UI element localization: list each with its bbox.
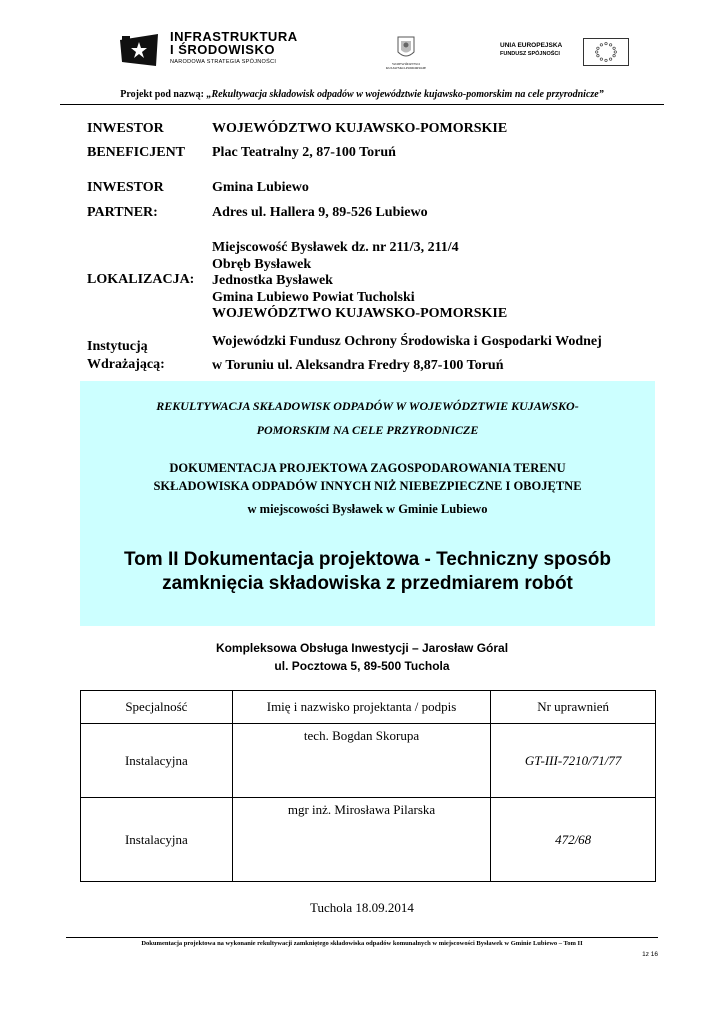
designers-table xyxy=(80,690,656,882)
banner-doc-line2: SKŁADOWISKA ODPADÓW INNYCH NIŻ NIEBEZPIECZNE I OBOJĘTNE xyxy=(153,479,582,493)
footer-text: Dokumentacja projektowa na wykonanie rekultywacji zamkniętego składowiska odpadów komunalnych w miejscowości Bysławek w Gminie Lubiewo – Tom II xyxy=(141,940,583,947)
tom-title-line2: zamknięcia składowiska z przedmiarem robót xyxy=(162,573,573,594)
header-divider xyxy=(60,104,664,105)
logo-left-line1: INFRASTRUKTURA xyxy=(170,29,298,44)
eu-cohesion-fund-logo xyxy=(500,38,630,68)
row-nr: 472/68 xyxy=(491,798,656,882)
instytucja-value-1: Wojewódzki Fundusz Ochrony Środowiska i Gospodarki Wodnej xyxy=(212,334,602,349)
header-nr-uprawnien: Nr uprawnień xyxy=(491,691,656,724)
lokalizacja-line: Obręb Bysławek xyxy=(212,256,312,272)
document-date: Tuchola 18.09.2014 xyxy=(310,900,414,915)
instytucja-label xyxy=(87,338,165,374)
company-name: Kompleksowa Obsługa Inwestycji – Jarosław Góral xyxy=(215,641,509,655)
logo-right-line2: FUNDUSZ SPÓJNOŚCI xyxy=(500,51,560,57)
table-header-row xyxy=(81,691,656,724)
company-address: ul. Pocztowa 5, 89-500 Tuchola xyxy=(274,659,450,673)
lokalizacja-value xyxy=(212,240,507,323)
lokalizacja-line: WOJEWÓDZTWO KUJAWSKO-POMORSKIE xyxy=(212,306,508,321)
wojewodztwo-crest-logo xyxy=(380,34,432,74)
banner-place-line: w miejscowości Bysławek w Gminie Lubiewo xyxy=(247,502,488,516)
instytucja-label-1: Instytucją xyxy=(87,339,148,354)
eu-flag-icon xyxy=(583,38,629,66)
partner-value-1: Gmina Lubiewo xyxy=(212,180,309,195)
logo-mid-line2: KUJAWSKO-POMORSKIE xyxy=(385,66,427,70)
inwestor-value: WOJEWÓDZTWO KUJAWSKO-POMORSKIE xyxy=(212,121,508,136)
logo-left-line2: I ŚRODOWISKO xyxy=(170,42,275,57)
project-name-line xyxy=(60,89,664,100)
partner-value-2: Adres ul. Hallera 9, 89-526 Lubiewo xyxy=(212,205,428,220)
footer-divider xyxy=(66,937,658,938)
header-imie-nazwisko: Imię i nazwisko projektanta / podpis xyxy=(232,691,490,724)
table-row xyxy=(81,724,656,798)
banner-doc-line1: DOKUMENTACJA PROJEKTOWA ZAGOSPODAROWANIA TERENU xyxy=(169,461,566,475)
row-name: tech. Bogdan Skorupa xyxy=(232,724,490,798)
title-banner xyxy=(80,381,655,626)
page-number: 1z 16 xyxy=(642,951,658,958)
lokalizacja-line: Gmina Lubiewo Powiat Tucholski xyxy=(212,289,415,305)
instytucja-value-2: w Toruniu ul. Aleksandra Fredry 8,87-100 Toruń xyxy=(212,358,504,373)
tom-title-line1: Tom II Dokumentacja projektowa - Techniczny sposób xyxy=(123,549,612,570)
eagle-crest-icon xyxy=(380,34,432,62)
instytucja-label-2: Wdrażającą: xyxy=(87,357,165,372)
partner-label-2: PARTNER: xyxy=(87,205,158,220)
row-name: mgr inż. Mirosława Pilarska xyxy=(232,798,490,882)
row-spec: Instalacyjna xyxy=(81,724,233,798)
banner-title-line1: REKULTYWACJA SKŁADOWISK ODPADÓW W WOJEWÓDZTWIE KUJAWSKO- xyxy=(156,399,579,413)
row-spec: Instalacyjna xyxy=(81,798,233,882)
logo-right-line1: UNIA EUROPEJSKA xyxy=(500,42,563,49)
banner-title-line2: POMORSKIM NA CELE PRZYRODNICZE xyxy=(256,423,479,437)
table-row xyxy=(81,798,656,882)
lokalizacja-line: Jednostka Bysławek xyxy=(212,273,333,288)
project-name: „Rekultywacja składowisk odpadów w województwie kujawsko-pomorskim na cele przyrodnicze” xyxy=(206,89,604,100)
infrastruktura-logo xyxy=(118,28,328,74)
partner-label-1: INWESTOR xyxy=(87,180,164,195)
lokalizacja-label: LOKALIZACJA: xyxy=(87,272,195,287)
beneficjent-label: BENEFICJENT xyxy=(87,145,186,160)
row-nr: GT-III-7210/71/77 xyxy=(491,724,656,798)
logo-left-line3: NARODOWA STRATEGIA SPÓJNOŚCI xyxy=(170,59,277,65)
header-specjalnosc: Specjalność xyxy=(81,691,233,724)
eu-star-flag-icon xyxy=(118,32,160,68)
beneficjent-value: Plac Teatralny 2, 87-100 Toruń xyxy=(212,145,396,160)
lokalizacja-line: Miejscowość Bysławek dz. nr 211/3, 211/4 xyxy=(212,240,459,255)
logo-mid-line1: WOJEWÓDZTWO xyxy=(392,62,420,66)
project-prefix: Projekt pod nazwą: xyxy=(120,89,204,100)
inwestor-label: INWESTOR xyxy=(87,121,164,136)
